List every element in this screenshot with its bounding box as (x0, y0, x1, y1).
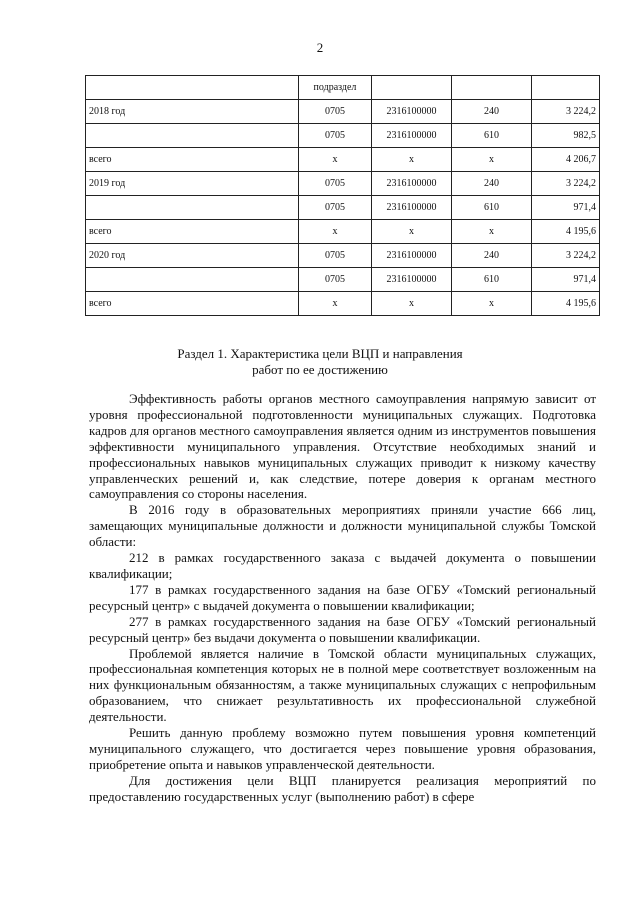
table-cell-target: х (372, 220, 452, 244)
table-row (86, 172, 600, 196)
table-cell-label (86, 196, 299, 220)
table-row (86, 220, 600, 244)
table-cell-amount: 4 195,6 (532, 292, 600, 316)
table-cell-target: 2316100000 (372, 244, 452, 268)
table-cell-type: х (452, 148, 532, 172)
table-cell-label: 2019 год (86, 172, 299, 196)
table-cell-amount: 3 224,2 (532, 172, 600, 196)
table-row (86, 124, 600, 148)
table-cell-type: х (452, 220, 532, 244)
table-cell-label: всего (86, 292, 299, 316)
table-header-row (86, 76, 600, 100)
section-title-line: работ по ее достижению (252, 362, 388, 377)
table-cell-target: 2316100000 (372, 268, 452, 292)
table-cell (86, 76, 299, 100)
table-cell-amount: 3 224,2 (532, 244, 600, 268)
table-cell-section: 0705 (299, 124, 372, 148)
table-cell-label: всего (86, 148, 299, 172)
budget-table (85, 75, 600, 316)
table-cell-type: 240 (452, 100, 532, 124)
table-cell-section: х (299, 220, 372, 244)
table-row (86, 100, 600, 124)
table-cell-label (86, 268, 299, 292)
table-cell-type: 610 (452, 196, 532, 220)
paragraph: В 2016 году в образовательных мероприятиях приняли участие 666 лиц, замещающих муниципальные должности и должности муниципальной службы Томской области: (89, 502, 596, 550)
table-cell-amount: 4 206,7 (532, 148, 600, 172)
table-cell-amount: 4 195,6 (532, 220, 600, 244)
table-cell-type: 240 (452, 244, 532, 268)
table-cell-target: 2316100000 (372, 196, 452, 220)
table-cell-target: 2316100000 (372, 124, 452, 148)
paragraph: Для достижения цели ВЦП планируется реализация мероприятий по предоставлению государственных услуг (выполнению работ) в сфере (89, 772, 596, 804)
table-cell-section: х (299, 292, 372, 316)
table-cell-label: всего (86, 220, 299, 244)
table-cell-type: 610 (452, 124, 532, 148)
table-cell-section: 0705 (299, 268, 372, 292)
table-cell (452, 76, 532, 100)
paragraph: 177 в рамках государственного задания на базе ОГБУ «Томский региональный ресурсный центр» с выдачей документа о повышении квалификации; (89, 581, 596, 613)
table-cell-type: х (452, 292, 532, 316)
table-cell-section: 0705 (299, 172, 372, 196)
table-cell-label (86, 124, 299, 148)
page-number: 2 (316, 40, 324, 55)
table-row (86, 244, 600, 268)
table-cell-section: х (299, 148, 372, 172)
paragraph: 277 в рамках государственного задания на базе ОГБУ «Томский региональный ресурсный центр» без выдачи документа о повышении квалификации. (89, 613, 596, 645)
table-cell-section: 0705 (299, 196, 372, 220)
table-cell-amount: 971,4 (532, 268, 600, 292)
table-cell-target: х (372, 148, 452, 172)
table-cell-section: 0705 (299, 100, 372, 124)
table-cell-type: 240 (452, 172, 532, 196)
table-cell-label: 2020 год (86, 244, 299, 268)
table-row (86, 148, 600, 172)
table-cell-target: 2316100000 (372, 172, 452, 196)
section-title (0, 346, 640, 378)
table-cell-amount: 3 224,2 (532, 100, 600, 124)
paragraph: Проблемой является наличие в Томской области муниципальных служащих, профессиональная компетенция которых не в полной мере соответствует возложенным на них функциональным обязанностям, а также муниципальных служащих с непрофильным образованием, что снижает результативность их профессиональной служебной деятельности. (89, 645, 596, 725)
table-cell-amount: 982,5 (532, 124, 600, 148)
table-cell-type: 610 (452, 268, 532, 292)
section-title-line: Раздел 1. Характеристика цели ВЦП и направления (177, 346, 463, 361)
table-cell (372, 76, 452, 100)
table-row (86, 196, 600, 220)
table-row (86, 292, 600, 316)
table-cell-amount: 971,4 (532, 196, 600, 220)
table-cell-target: х (372, 292, 452, 316)
table-cell (532, 76, 600, 100)
table-cell-target: 2316100000 (372, 100, 452, 124)
table-row (86, 268, 600, 292)
table-header-cell: подраздел (299, 76, 372, 100)
table-cell-label: 2018 год (86, 100, 299, 124)
table-cell-section: 0705 (299, 244, 372, 268)
paragraph: 212 в рамках государственного заказа с выдачей документа о повышении квалификации; (89, 550, 596, 581)
body-text (89, 391, 596, 805)
paragraph: Решить данную проблему возможно путем повышения уровня компетенций муниципального служащего, что достигается через повышение уровня образования, приобретение опыта и навыков управленческой деятельности. (89, 725, 596, 772)
paragraph: Эффективность работы органов местного самоуправления напрямую зависит от уровня профессиональной подготовленности муниципальных служащих. Подготовка кадров для органов местного самоуправления является одним из инструментов повышения эффективности муниципального управления. Отсутствие необходимых знаний и профессиональных навыков муниципальных служащих приводит к низкому качеству управленческих решений и, как следствие, потере доверия к органам местного самоуправления со стороны населения. (89, 391, 596, 502)
